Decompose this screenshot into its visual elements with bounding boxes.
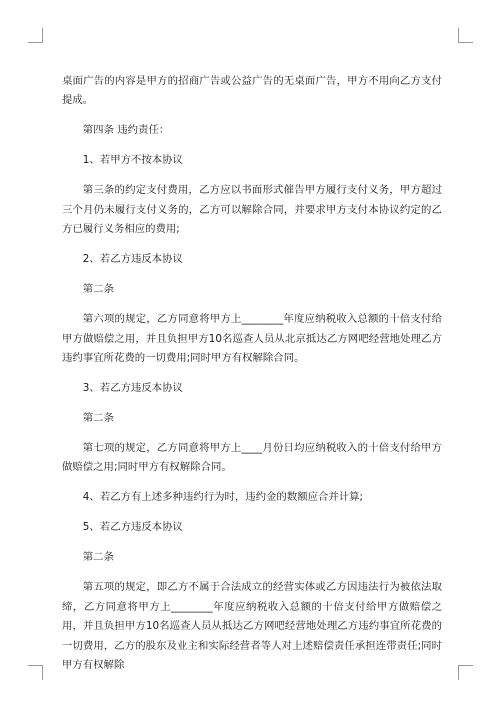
- clause-item: 1、若甲方不按本协议: [82, 154, 183, 167]
- paragraph: 第七项的规定，乙方同意将甲方上____月份日均应纳税收入的十倍支付给甲方做赔偿之用;同时甲方有权解除合同。: [62, 442, 442, 474]
- crop-mark-top-right: [458, 28, 473, 43]
- crop-mark-bottom-right: [458, 665, 473, 680]
- article-reference: 第二条: [82, 551, 114, 564]
- crop-mark-top-left: [28, 28, 43, 43]
- paragraph: 桌面广告的内容是甲方的招商广告或公益广告的无桌面广告，甲方不用向乙方支付提成。: [62, 75, 442, 107]
- clause-item: 5、若乙方违反本协议: [82, 521, 183, 534]
- clause-item: 4、若乙方有上述多种违约行为时，违约金的数额应合并计算;: [82, 491, 364, 504]
- article-heading: 第四条 违约责任：: [82, 124, 170, 137]
- document-body: [62, 72, 442, 686]
- article-reference: 第二条: [82, 283, 114, 296]
- clause-item: 3、若乙方违反本协议: [82, 382, 183, 395]
- crop-mark-bottom-left: [28, 665, 43, 680]
- article-reference: 第二条: [82, 412, 114, 425]
- paragraph: 第五项的规定，即乙方不属于合法成立的经营实体或乙方因违法行为被依法取缔，乙方同意将甲方上________年度应纳税收入总额的十倍支付给甲方做赔偿之用，并且负担甲方10名巡查人员从抵达乙方网吧经营地处理乙方违约事宜所花费的一切费用，乙方的股东及业主和实际经营者等人对上述赔偿责任承担连带责任;同时甲方有权解除: [62, 581, 442, 672]
- paragraph: 第六项的规定，乙方同意将甲方上________年度应纳税收入总额的十倍支付给甲方做赔偿之用，并且负担甲方10名巡查人员从北京抵达乙方网吧经营地处理乙方违约事宜所花费的一切费用;同时甲方有权解除合同。: [62, 313, 442, 365]
- paragraph: 第三条的约定支付费用，乙方应以书面形式催告甲方履行支付义务，甲方超过三个月仍未履行支付义务的，乙方可以解除合同，并要求甲方支付本协议约定的乙方已履行义务相应的费用;: [62, 184, 442, 236]
- clause-item: 2、若乙方违反本协议: [82, 253, 183, 266]
